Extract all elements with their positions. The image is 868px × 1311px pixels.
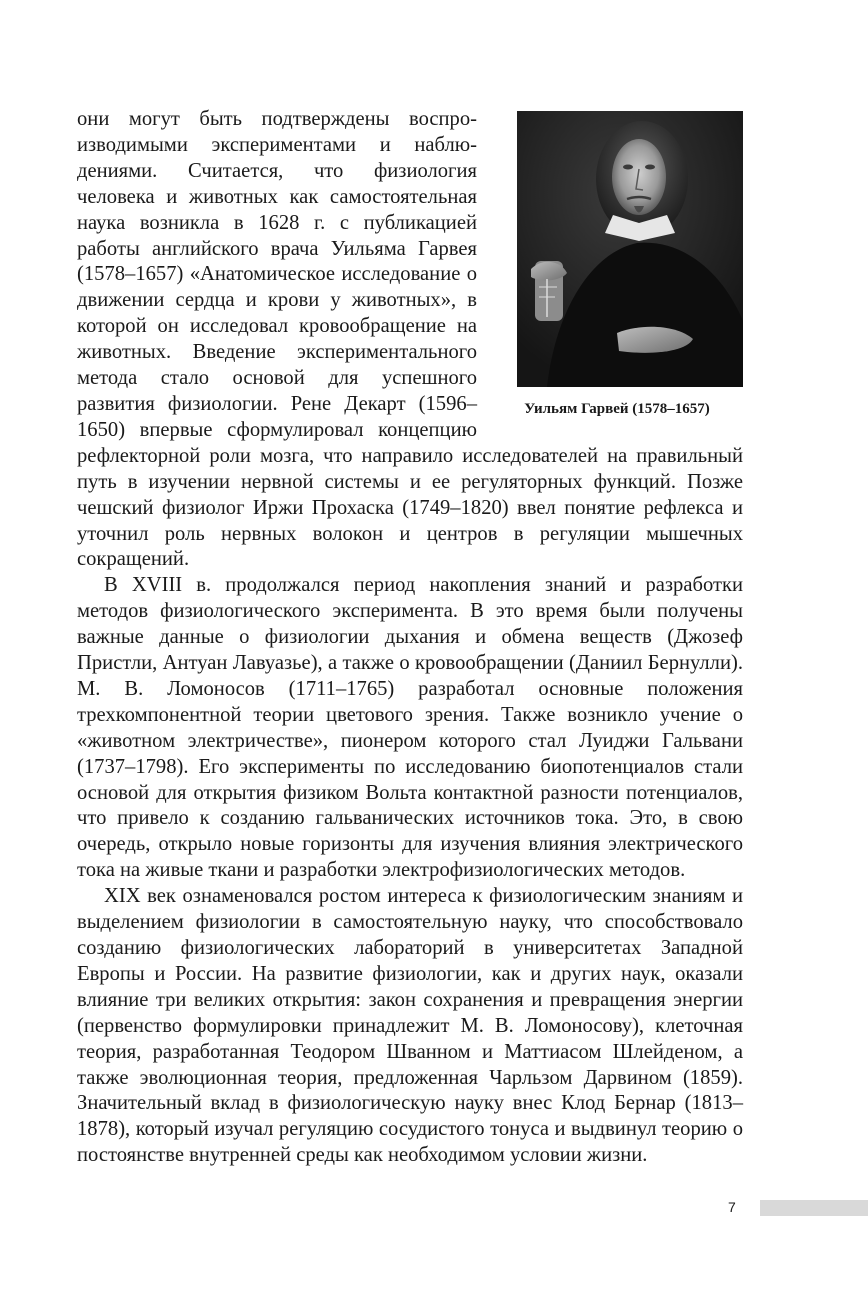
- paragraph-3: XIX век ознаменовался ростом интереса к физиологическим знаниям и выделением физиологии в самостоятельную науку, что способствовало созданию физиологических лабораторий в университетах Западной Европы и России. На развитие физиологии, как и других наук, оказали влияние три великих открытия: закон сохранения и превращения энергии (первенство формулировки принадлежит М. В. Ломоносову), клеточная теория, разработанная Теодором Шванном и Маттиасом Шлейденом, а также эволюционная теория, предложенная Чарльзом Дарвином (1859). Значительный вклад в физиологическую науку внес Клод Бернар (1813–1878), который изучал регуляцию сосудистого тонуса и выдвинул теорию о постоянстве внутренней среды как необходимом условии жизни.: [77, 885, 743, 1167]
- portrait-image: [517, 111, 743, 387]
- page-number: 7: [728, 1199, 736, 1215]
- figure: [491, 111, 743, 419]
- paragraph-1: они могут быть подтверждены воспроизводимыми экспериментами и наблюдениями. Считается, что физиология человека и животных как самостоятельная наука возникла в 1628 г. с публикацией работы английского врача Уильяма Гарвея (1578–1657) «Анатомическое исследование о движении сердца и крови у животных», в которой он исследовал кровообращение на животных. Введение экспериментального метода стало основой для успешного развития физиологии. Рене Декарт (1596–1650) впервые сформулировал концепцию рефлекторной роли мозга, что направило исследователей на правильный путь в изучении нервной системы и ее регуляторных функций. Позже чешский физиолог Иржи Прохаска (1749–1820) ввел понятие рефлекса и уточнил роль нервных волокон и центров в регуляции мышечных сокращений.: [77, 108, 743, 571]
- paragraph-2: В XVIII в. продолжался период накопления знаний и разработки методов физиологического эксперимента. В это время были получены важные данные о физиологии дыхания и обмена веществ (Джозеф Пристли, Антуан Лавуазье), а также о кровообращении (Даниил Бернулли). М. В. Ломоносов (1711–1765) разработал основные положения трехкомпонентной теории цветового зрения. Также возникло учение о «животном электричестве», пионером которого стал Луиджи Гальвани (1737–1798). Его эксперименты по исследованию биопотенциалов стали основой для открытия физиком Вольта контактной разности потенциалов, что привело к созданию гальванических источников тока. Это, в свою очередь, открыло новые горизонты для изучения влияния электрического тока на живые ткани и разработки электрофизиологических методов.: [77, 574, 743, 882]
- page-body: [77, 107, 743, 1197]
- figure-caption: Уильям Гарвей (1578–1657): [524, 401, 710, 417]
- page-tab-decoration: [760, 1200, 868, 1216]
